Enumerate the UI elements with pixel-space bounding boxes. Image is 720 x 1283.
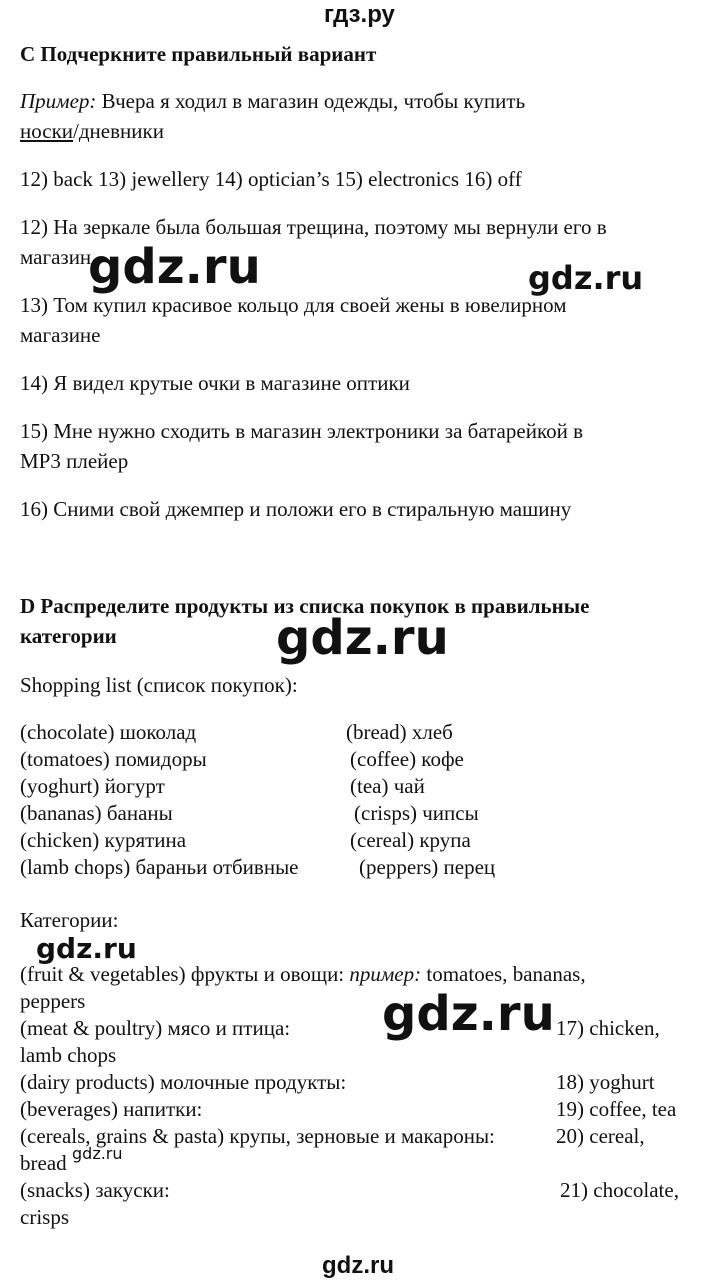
category-snacks-answer: 21) chocolate,: [560, 1178, 679, 1202]
category-meat-answer: 17) chicken,: [556, 1016, 660, 1040]
watermark-small-left: gdz.ru: [36, 932, 137, 965]
list-item-left: (bananas) бананы: [20, 801, 173, 825]
category-meat-cont: lamb chops: [20, 1043, 117, 1067]
category-cereals-answer: 20) cereal,: [556, 1124, 645, 1148]
category-meat-label: (meat & poultry) мясо и птица:: [20, 1016, 291, 1040]
sentence-14: 14) Я видел крутые очки в магазине оптики: [20, 371, 410, 395]
category-fruit: [20, 960, 586, 988]
categories-title: Категории:: [20, 908, 119, 932]
watermark-small-right: gdz.ru: [528, 259, 644, 297]
sentence-15-line-2: MP3 плейер: [20, 449, 129, 473]
shopping-list-title: Shopping list (список покупок):: [20, 673, 298, 697]
list-item-right: (coffee) кофе: [350, 747, 464, 771]
example-label: Пример:: [20, 89, 97, 113]
header-watermark: гдз.ру: [324, 1, 395, 28]
example-line: [20, 87, 525, 115]
list-item-right: (crisps) чипсы: [354, 801, 479, 825]
list-item-right: (peppers) перец: [359, 855, 496, 879]
category-beverages-label: (beverages) напитки:: [20, 1097, 203, 1121]
category-fruit-example-label: пример:: [349, 962, 422, 986]
list-item-left: (lamb chops) бараньи отбивные: [20, 855, 299, 879]
category-cereals-label: (cereals, grains & pasta) крупы, зерновые и макароны:: [20, 1124, 495, 1148]
category-dairy-label: (dairy products) молочные продукты:: [20, 1070, 347, 1094]
example-text: Вчера я ходил в магазин одежды, чтобы купить: [96, 89, 526, 113]
watermark-large-2: gdz.ru: [276, 610, 449, 666]
list-item-left: (chocolate) шоколад: [20, 720, 197, 744]
sentence-15-line-1: 15) Мне нужно сходить в магазин электроники за батарейкой в: [20, 419, 583, 443]
section-d-heading-line-1: D Распределите продукты из списка покупок в правильные: [20, 594, 590, 618]
category-fruit-label: (fruit & vegetables) фрукты и овощи:: [20, 962, 350, 986]
list-item-left: (tomatoes) помидоры: [20, 747, 207, 771]
section-c-heading: C Подчеркните правильный вариант: [20, 42, 377, 66]
section-d-heading-line-2: категории: [20, 624, 117, 648]
category-snacks-label: (snacks) закуски:: [20, 1178, 170, 1202]
category-snacks-cont: crisps: [20, 1205, 69, 1229]
example-underlined-answer: носки: [20, 119, 74, 143]
category-cereals-cont: bread: [20, 1151, 67, 1175]
category-fruit-items: tomatoes, bananas,: [421, 962, 586, 986]
sentence-13-line-1: 13) Том купил красивое кольцо для своей жены в ювелирном: [20, 293, 567, 317]
list-item-right: (bread) хлеб: [346, 720, 453, 744]
watermark-large-1: gdz.ru: [88, 239, 261, 295]
sentence-12-line-1: 12) На зеркале была большая трещина, поэтому мы вернули его в: [20, 215, 607, 239]
sentence-12-line-2: магазин: [20, 245, 92, 269]
watermark-large-3: gdz.ru: [382, 986, 555, 1042]
list-item-right: (tea) чай: [350, 774, 425, 798]
list-item-left: (chicken) курятина: [20, 828, 187, 852]
list-item-right: (cereal) крупа: [350, 828, 471, 852]
category-fruit-cont: peppers: [20, 989, 86, 1013]
category-dairy-answer: 18) yoghurt: [556, 1070, 655, 1094]
sentence-16: 16) Сними свой джемпер и положи его в стиральную машину: [20, 497, 572, 521]
watermark-tiny: gdz.ru: [72, 1144, 123, 1163]
answers-line: 12) back 13) jewellery 14) optician’s 15) electronics 16) off: [20, 167, 522, 191]
category-beverages-answer: 19) coffee, tea: [556, 1097, 677, 1121]
list-item-left: (yoghurt) йогурт: [20, 774, 165, 798]
example-line-2: [20, 117, 164, 145]
sentence-13-line-2: магазине: [20, 323, 101, 347]
example-alternative: /дневники: [73, 119, 164, 143]
footer-watermark: gdz.ru: [322, 1252, 394, 1279]
